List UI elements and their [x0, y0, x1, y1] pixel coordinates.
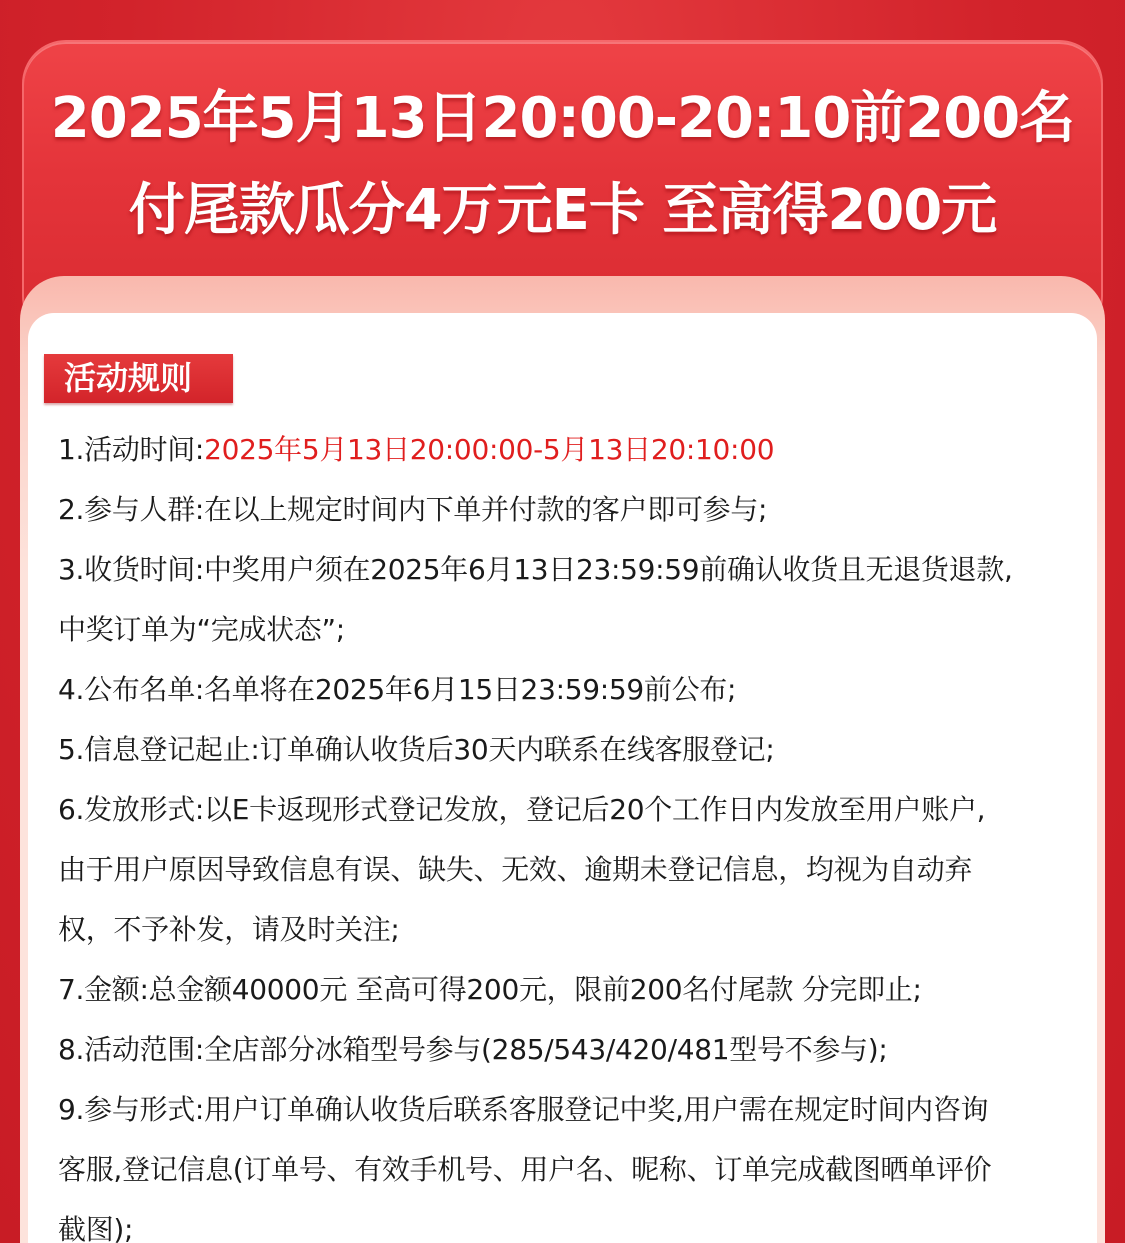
section-tag: 活动规则: [44, 354, 233, 403]
rule-item-6: 6.发放形式:以E卡返现形式登记发放，登记后20个工作日内发放至用户账户,: [58, 793, 986, 826]
rule-item-3: 3.收货时间:中奖用户须在2025年6月13日23:59:59前确认收货且无退货退款,: [58, 553, 1013, 586]
rule-item-1: [58, 420, 1068, 480]
rule-item-7: 7.金额:总金额40000元 至高可得200元，限前200名付尾款 分完即止;: [58, 973, 922, 1006]
rule-1-label: 1.活动时间:: [58, 433, 205, 466]
rules-list: [58, 420, 1068, 1243]
rule-item-3-cont: 中奖订单为“完成状态”;: [58, 613, 345, 646]
rule-item-2: 2.参与人群:在以上规定时间内下单并付款的客户即可参与;: [58, 493, 768, 526]
rule-item-5: 5.信息登记起止:订单确认收货后30天内联系在线客服登记;: [58, 733, 775, 766]
rule-item-9-cont-1: 客服,登记信息(订单号、有效手机号、用户名、昵称、订单完成截图晒单评价: [58, 1153, 992, 1186]
rule-item-4: 4.公布名单:名单将在2025年6月15日23:59:59前公布;: [58, 673, 737, 706]
rule-item-9: 9.参与形式:用户订单确认收货后联系客服登记中奖,用户需在规定时间内咨询: [58, 1093, 989, 1126]
rule-1-time-range: 2025年5月13日20:00:00-5月13日20:10:00: [204, 433, 775, 466]
rule-item-8: 8.活动范围:全店部分冰箱型号参与(285/543/420/481型号不参与);: [58, 1033, 888, 1066]
headline-line-2: 付尾款瓜分4万元E卡 至高得200元: [128, 178, 997, 243]
headline-line-1: 2025年5月13日20:00-20:10前200名: [50, 86, 1075, 151]
rule-item-9-cont-2: 截图);: [58, 1213, 134, 1243]
rule-item-6-cont-1: 由于用户原因导致信息有误、缺失、无效、逾期未登记信息，均视为自动弃: [58, 853, 973, 886]
rule-item-6-cont-2: 权，不予补发，请及时关注;: [58, 913, 400, 946]
